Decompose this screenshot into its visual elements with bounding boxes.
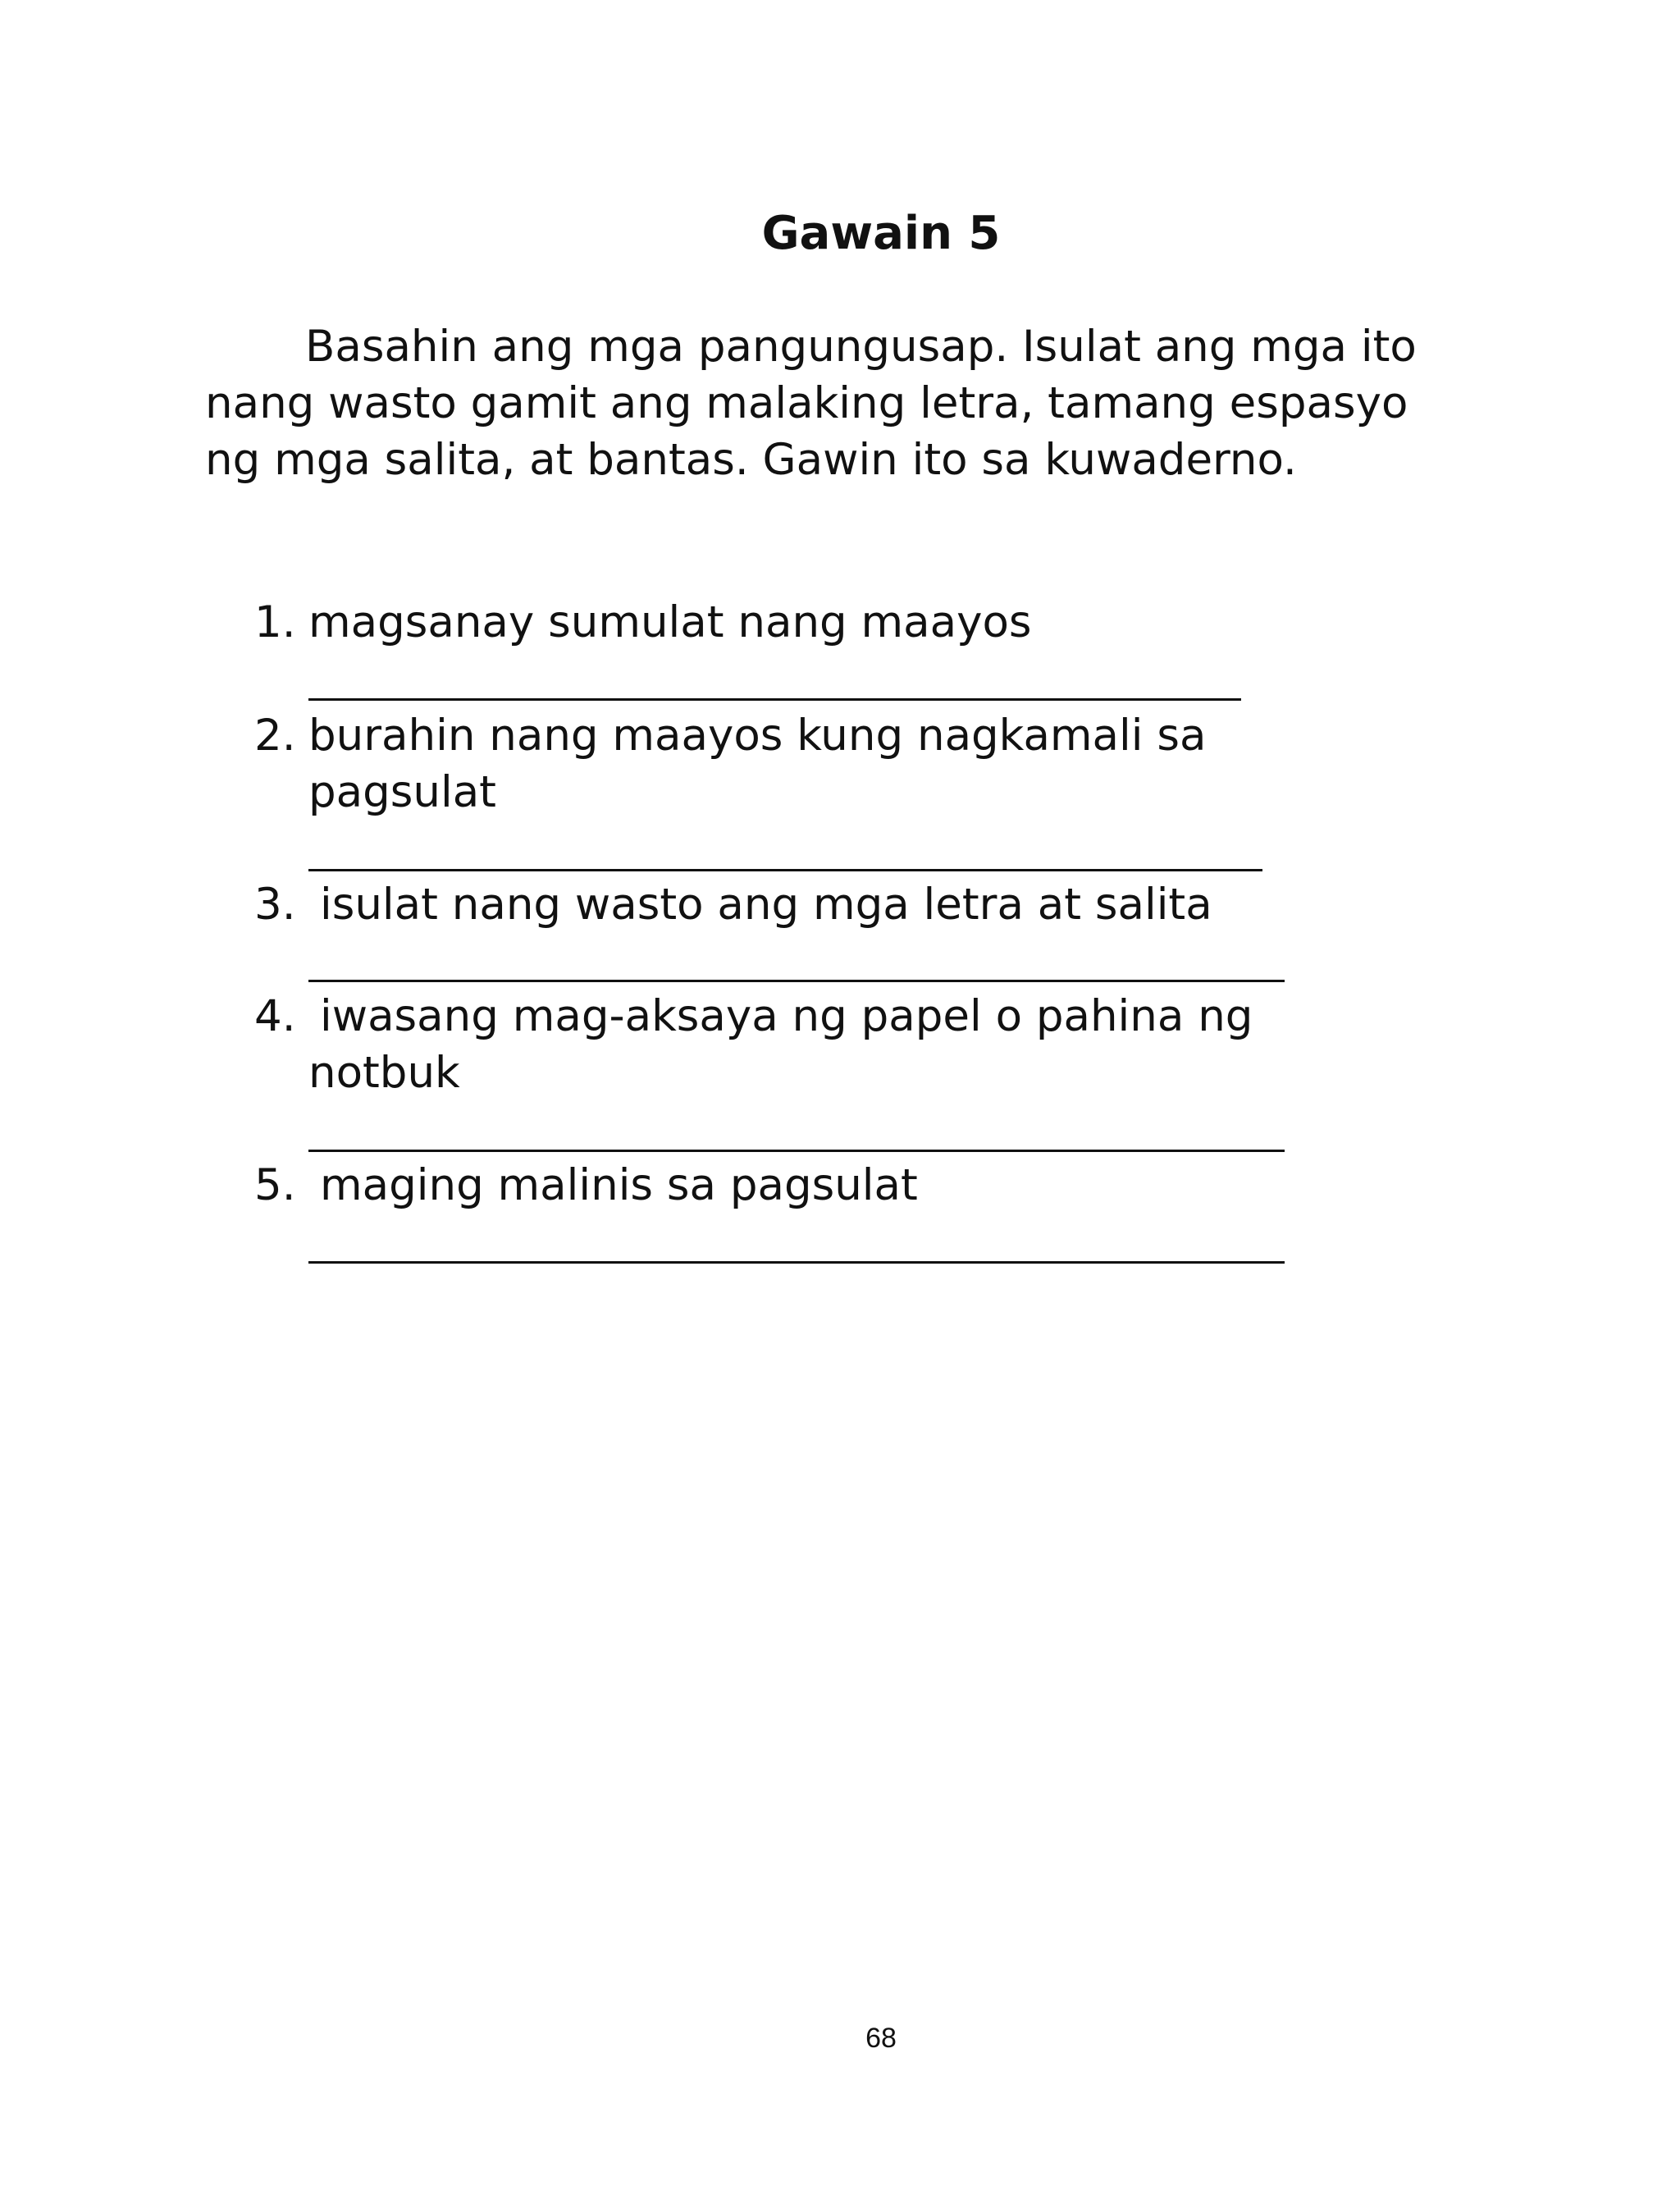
item-number: 3. (254, 880, 296, 930)
item-sentence-continuation: notbuk (308, 1048, 460, 1098)
item-sentence: burahin nang maayos kung nagkamali sa (308, 711, 1207, 761)
instructions-paragraph: Basahin ang mga pangungusap. Isulat ang mga ito nang wasto gamit ang malaking letra, tamang espasyo ng mga salita, at bantas. Gawin ito sa kuwaderno. (205, 322, 1417, 485)
page-number: 68 (865, 2023, 897, 2054)
item-sentence: iwasang mag-aksaya ng papel o pahina ng (320, 991, 1253, 1041)
answer-line[interactable] (308, 980, 1285, 982)
item-sentence: isulat nang wasto ang mga letra at salita (320, 880, 1212, 930)
answer-line[interactable] (308, 1150, 1285, 1152)
item-number: 2. (254, 711, 296, 761)
item-sentence: maging malinis sa pagsulat (320, 1160, 918, 1210)
item-number: 5. (254, 1160, 296, 1210)
item-sentence: magsanay sumulat nang maayos (308, 597, 1032, 647)
answer-line[interactable] (308, 869, 1262, 871)
item-sentence-continuation: pagsulat (308, 767, 496, 817)
item-number: 1. (254, 597, 296, 647)
answer-line[interactable] (308, 1261, 1285, 1264)
answer-line[interactable] (308, 698, 1241, 701)
activity-title: Gawain 5 (761, 207, 1001, 260)
item-number: 4. (254, 991, 296, 1041)
